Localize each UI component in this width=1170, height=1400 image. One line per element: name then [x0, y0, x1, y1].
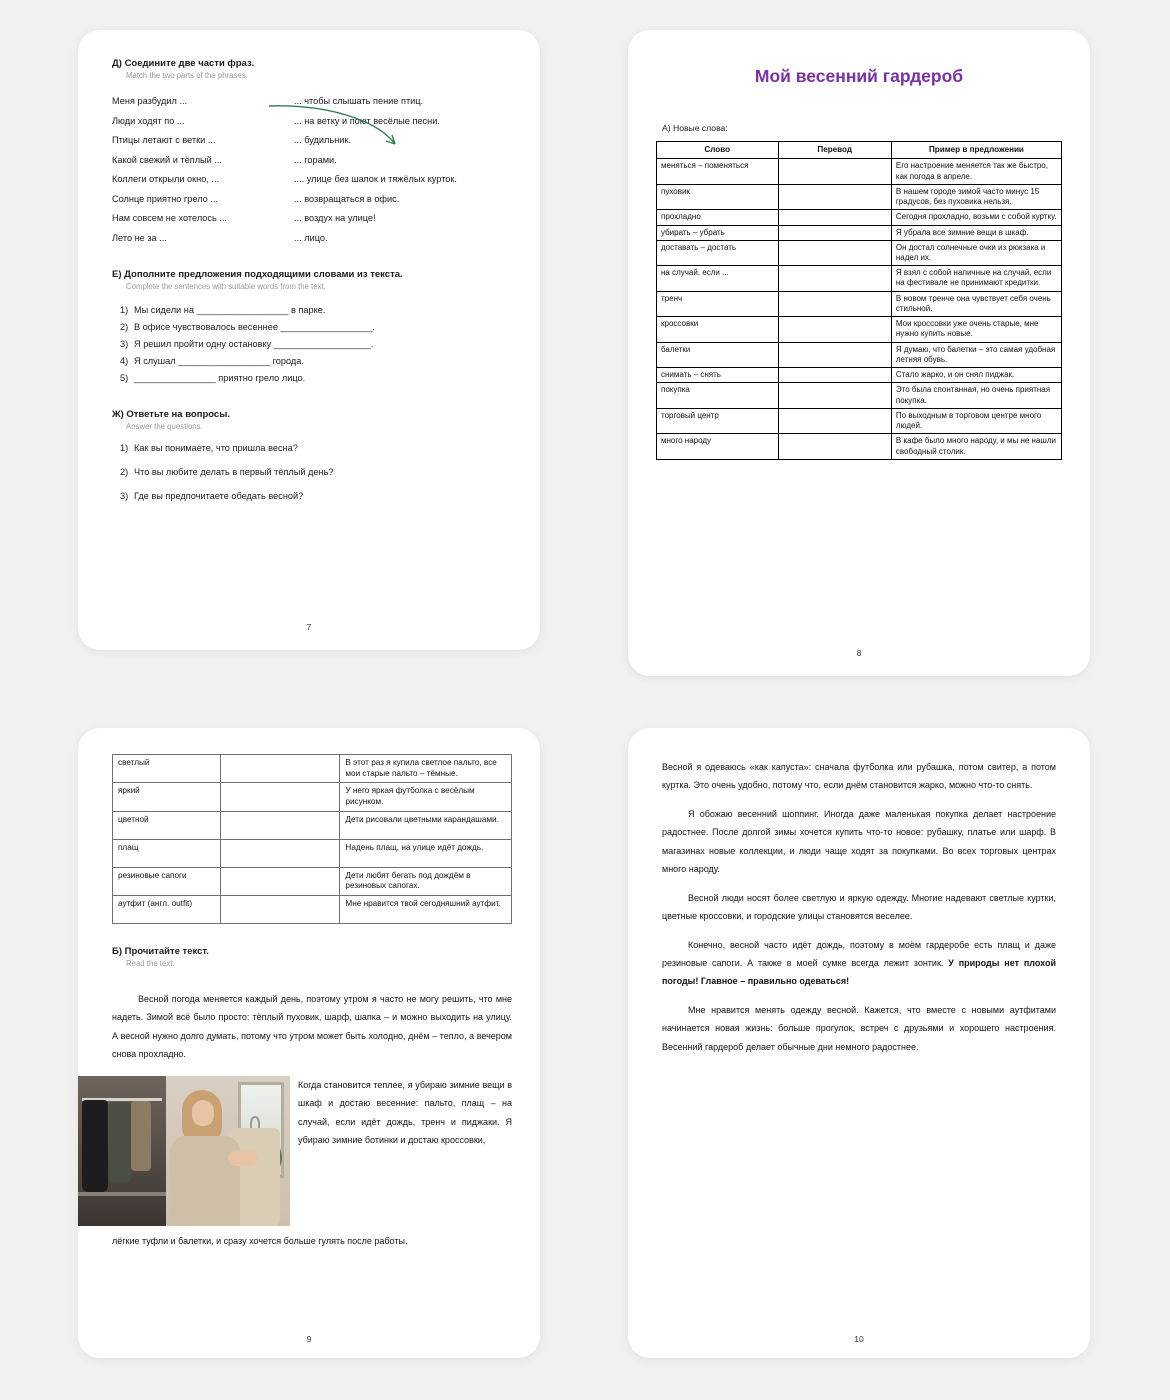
- cell-word: снимать – снять: [657, 368, 779, 383]
- cell-word: торговый центр: [657, 408, 779, 433]
- cell-word: кроссовки: [657, 317, 779, 342]
- cell-translation[interactable]: [778, 184, 891, 209]
- table-row: [657, 342, 1062, 367]
- item-text: Где вы предпочитаете обедать весной?: [134, 490, 304, 501]
- cell-word: на случай, если ...: [657, 266, 779, 291]
- cell-translation[interactable]: [778, 210, 891, 225]
- table-row: [657, 368, 1062, 383]
- cell-translation[interactable]: [778, 342, 891, 367]
- list-item: [112, 491, 508, 501]
- cell-translation[interactable]: [778, 291, 891, 316]
- cell-example: В новом тренче она чувствует себя очень стильной.: [891, 291, 1061, 316]
- item-text: Я решил пройти одну остановку ___________________.: [134, 338, 374, 349]
- cell-example: Его настроение меняется так же быстро, как погода в апреле.: [891, 159, 1061, 184]
- exercise-zh-subheading: Answer the questions.: [126, 421, 203, 431]
- cell-translation[interactable]: [778, 368, 891, 383]
- match-right: ... горами.: [294, 154, 337, 165]
- photo-side-text: [298, 1076, 512, 1150]
- list-item: [112, 443, 508, 453]
- page-title: Мой весенний гардероб: [754, 66, 964, 86]
- cell-translation[interactable]: [220, 783, 340, 811]
- page-number: 7: [306, 622, 312, 632]
- match-pairs-list: [112, 96, 508, 243]
- cell-translation[interactable]: [220, 811, 340, 839]
- paragraph: Мне нравится менять одежду весной. Кажется, что вместе с новыми аутфитами начинается новая жизнь: больше прогулок, встреч с друзьями и хорошего настроения. Весенний гардероб делает обычные дни немного радостнее.: [662, 1004, 1056, 1052]
- table-row: [657, 317, 1062, 342]
- table-row: [113, 839, 512, 867]
- cell-example: Это была спонтанная, но очень приятная покупка.: [891, 383, 1061, 408]
- column-header-translation: Перевод: [778, 142, 891, 159]
- exercise-d-heading: Д) Соедините две части фраз.: [112, 58, 255, 69]
- cell-example: Стало жарко, и он снял пиджак.: [891, 368, 1061, 383]
- table-row: [113, 895, 512, 923]
- page-10: [628, 728, 1090, 1358]
- page-7-content: [78, 30, 540, 501]
- cell-word: яркий: [113, 783, 221, 811]
- cell-translation[interactable]: [220, 839, 340, 867]
- cell-translation[interactable]: [220, 867, 340, 895]
- cell-translation[interactable]: [220, 895, 340, 923]
- woman-choosing-clothes-photo: [78, 1076, 290, 1226]
- table-row: [113, 755, 512, 783]
- match-row: [112, 194, 508, 204]
- cell-translation[interactable]: [778, 266, 891, 291]
- exercise-b-subheading: Read the text.: [126, 958, 175, 968]
- cell-example: У него яркая футболка с весёлым рисунком.: [340, 783, 512, 811]
- exercise-b-heading: Б) Прочитайте текст.: [112, 945, 209, 957]
- reading-text: [112, 990, 512, 1250]
- cell-example: Я думаю, что балетки – это самая удобная летняя обувь.: [891, 342, 1061, 367]
- table-row: [657, 159, 1062, 184]
- cell-word: аутфит (англ. outfit): [113, 895, 221, 923]
- cell-word: покупка: [657, 383, 779, 408]
- exercise-zh-list: [112, 443, 508, 501]
- paragraph: Я обожаю весенний шоппинг. Иногда даже маленькая покупка делает настроение радостнее. После долгой зимы хочется купить что-то новое: рубашку, платье или шарф. В магазинах новые коллекции, и люди чаще ходят за покупками. Во всех торговых центрах много народу.: [662, 808, 1056, 875]
- cell-example: Мне нравится твой сегодняшний аутфит.: [340, 895, 512, 923]
- list-item: [112, 305, 508, 315]
- match-row: [112, 233, 508, 243]
- table-row: [657, 184, 1062, 209]
- cell-example: Надень плащ, на улице идёт дождь.: [340, 839, 512, 867]
- paragraph-part-b: ! Главное – правильно одеваться!: [695, 976, 850, 987]
- paragraph-with-emphasis: [662, 936, 1056, 991]
- list-item: [112, 356, 508, 366]
- page-number: 8: [856, 648, 862, 658]
- paragraph-tail: лёгкие туфли и балетки, и сразу хочется больше гулять после работы.: [112, 1235, 408, 1246]
- match-left: Какой свежий и тёплый ...: [112, 154, 223, 165]
- cell-translation[interactable]: [778, 225, 891, 240]
- column-header-example: Пример в предложении: [891, 142, 1061, 159]
- paragraph: Когда становится теплее, я убираю зимние вещи в шкаф и достаю весенние: пальто, плащ – на случай, если идёт дождь, тренч и пиджаки. Я убираю зимние ботинки и достаю кроссовки,: [298, 1079, 512, 1145]
- exercise-e-subheading: Complete the sentences with suitable words from the text.: [126, 281, 326, 291]
- item-number: 1): [120, 442, 129, 453]
- page-9: [78, 728, 540, 1358]
- cell-example: Я убрала все зимние вещи в шкаф.: [891, 225, 1061, 240]
- cell-word: резиновые сапоги: [113, 867, 221, 895]
- table-row: [657, 210, 1062, 225]
- item-text: Как вы понимаете, что пришла весна?: [134, 442, 298, 453]
- item-text: В офисе чувствовалось весеннее __________________.: [134, 321, 376, 332]
- exercise-e-heading: Е) Дополните предложения подходящими словами из текста.: [112, 268, 403, 280]
- cell-word: меняться – поменяться: [657, 159, 779, 184]
- exercise-d-subheading: Match the two parts of the phrases.: [126, 71, 248, 80]
- page-8-content: [628, 30, 1090, 460]
- page-number: 10: [854, 1334, 864, 1344]
- cell-translation[interactable]: [778, 434, 891, 459]
- match-right: ... возвращаться в офис.: [294, 193, 400, 204]
- cell-word: светлый: [113, 755, 221, 783]
- emphasized-phrase: У природы нет плохой погоды: [662, 957, 1056, 987]
- match-right: ... воздух на улице!: [294, 213, 376, 223]
- match-left: Люди ходят по ...: [112, 115, 185, 126]
- list-item: [112, 339, 508, 349]
- match-left: Лето не за ...: [112, 232, 167, 243]
- item-number: 3): [120, 338, 129, 349]
- item-number: 3): [120, 490, 129, 501]
- cell-word: много народу: [657, 434, 779, 459]
- match-row: [112, 96, 508, 106]
- paragraph-part-a: Конечно, весной часто идёт дождь, поэтому в моём гардеробе есть плащ и даже резиновые сапоги. А также в моей сумке всегда лежит зонтик.: [662, 939, 1056, 968]
- table-row: [657, 266, 1062, 291]
- table-row: [657, 240, 1062, 265]
- match-right: ... будильник.: [294, 135, 351, 145]
- table-row: [657, 225, 1062, 240]
- cell-translation[interactable]: [220, 755, 340, 783]
- cell-translation[interactable]: [778, 240, 891, 265]
- cell-translation[interactable]: [778, 159, 891, 184]
- cell-word: пуховик: [657, 184, 779, 209]
- match-right: .... улице без шапок и тяжёлых курток.: [294, 174, 457, 184]
- cell-word: тренч: [657, 291, 779, 316]
- match-left: Нам совсем не хотелось ...: [112, 213, 227, 223]
- cell-example: Он достал солнечные очки из рюкзака и надел их.: [891, 240, 1061, 265]
- vocabulary-table-continued: [112, 754, 512, 924]
- cell-translation[interactable]: [778, 408, 891, 433]
- item-text: Что вы любите делать в первый тёплый день?: [134, 466, 334, 477]
- table-row: [113, 811, 512, 839]
- cell-example: Дети любят бегать под дождём в резиновых сапогах.: [340, 867, 512, 895]
- paragraph: Весной я одеваюсь «как капуста»: сначала футболка или рубашка, потом свитер, а потом куртка. Это очень удобно, потому что, если днём становится жарко, можно что-то снять.: [662, 762, 1056, 791]
- match-row: [112, 213, 508, 223]
- table-row: [657, 291, 1062, 316]
- list-item: [112, 322, 508, 332]
- exercise-d: [112, 58, 508, 243]
- match-row: [112, 155, 508, 165]
- exercise-e: [112, 269, 508, 383]
- match-right: ... на ветку и поют весёлые песни.: [294, 115, 440, 126]
- cell-word: доставать – достать: [657, 240, 779, 265]
- list-item: [112, 467, 508, 477]
- match-left: Птицы летают с ветки ...: [112, 135, 216, 145]
- match-right: ... лицо.: [294, 232, 328, 243]
- page-8: [628, 30, 1090, 676]
- item-number: 1): [120, 304, 129, 315]
- cell-example: По выходным в торговом центре много людей.: [891, 408, 1061, 433]
- cell-example: Мои кроссовки уже очень старые, мне нужно купить новые.: [891, 317, 1061, 342]
- cell-example: Дети рисовали цветными карандашами.: [340, 811, 512, 839]
- cell-example: В кафе было много народу, и мы не нашли свободный столик.: [891, 434, 1061, 459]
- cell-word: цветной: [113, 811, 221, 839]
- table-row: [657, 383, 1062, 408]
- cell-example: В этот раз я купила светлое пальто, все мои старые пальто – тёмные.: [340, 755, 512, 783]
- match-left: Коллеги открыли окно, ...: [112, 174, 220, 184]
- list-item: [112, 373, 508, 383]
- table-row: [657, 434, 1062, 459]
- match-right: ... чтобы слышать пение птиц.: [294, 96, 424, 106]
- match-arrow-icon: [267, 100, 437, 160]
- table-row: [113, 867, 512, 895]
- paragraph: Весной люди носят более светлую и яркую одежду. Многие надевают светлые куртки, цветные кроссовки, и городские улицы становятся веселее.: [662, 892, 1056, 922]
- table-row: [113, 783, 512, 811]
- exercise-zh-heading: Ж) Ответьте на вопросы.: [112, 408, 230, 420]
- vocabulary-table: [656, 141, 1062, 460]
- cell-word: убирать – убрать: [657, 225, 779, 240]
- paragraph: Весной погода меняется каждый день, поэтому утром я часто не могу решить, что мне надеть. Зимой всё было просто: тёплый пуховик, шарф, шапка – и можно выходить на улицу. А весной нужно долго думать, потому что утром может быть холодно, днём – тепло, а вечером снова прохладно.: [112, 993, 512, 1060]
- page-10-content: [628, 728, 1090, 1056]
- exercise-e-list: [112, 305, 508, 383]
- match-left: Солнце приятно грело ...: [112, 193, 218, 204]
- cell-word: балетки: [657, 342, 779, 367]
- page-9-content: [78, 728, 540, 1250]
- exercise-zh: [112, 409, 508, 501]
- table-row: [657, 408, 1062, 433]
- column-header-word: Слово: [657, 142, 779, 159]
- match-row: [112, 116, 508, 126]
- cell-translation[interactable]: [778, 383, 891, 408]
- section-label-new-words: А) Новые слова:: [662, 123, 728, 133]
- item-number: 2): [120, 321, 129, 332]
- cell-translation[interactable]: [778, 317, 891, 342]
- cell-example: Сегодня прохладно, возьми с собой куртку.: [891, 210, 1061, 225]
- item-text: Мы сидели на __________________ в парке.: [134, 304, 326, 315]
- page-7: [78, 30, 540, 650]
- match-left: Меня разбудил ...: [112, 96, 188, 106]
- item-text: ________________ приятно грело лицо.: [134, 372, 306, 383]
- item-text: Я слушал __________________ города.: [134, 355, 304, 366]
- exercise-b: [112, 946, 512, 968]
- page-number: 9: [306, 1334, 312, 1344]
- cell-example: В нашем городе зимой часто минус 15 градусов, без пуховика нельзя.: [891, 184, 1061, 209]
- cell-example: Я взял с собой наличные на случай, если на фестивале не принимают кредитки.: [891, 266, 1061, 291]
- table-header-row: [657, 142, 1062, 159]
- match-row: [112, 174, 508, 184]
- match-row: [112, 135, 508, 145]
- item-number: 2): [120, 466, 129, 477]
- cell-word: плащ: [113, 839, 221, 867]
- photo-with-text-block: [112, 1076, 512, 1226]
- item-number: 5): [120, 372, 129, 383]
- cell-word: прохладно: [657, 210, 779, 225]
- item-number: 4): [120, 355, 129, 366]
